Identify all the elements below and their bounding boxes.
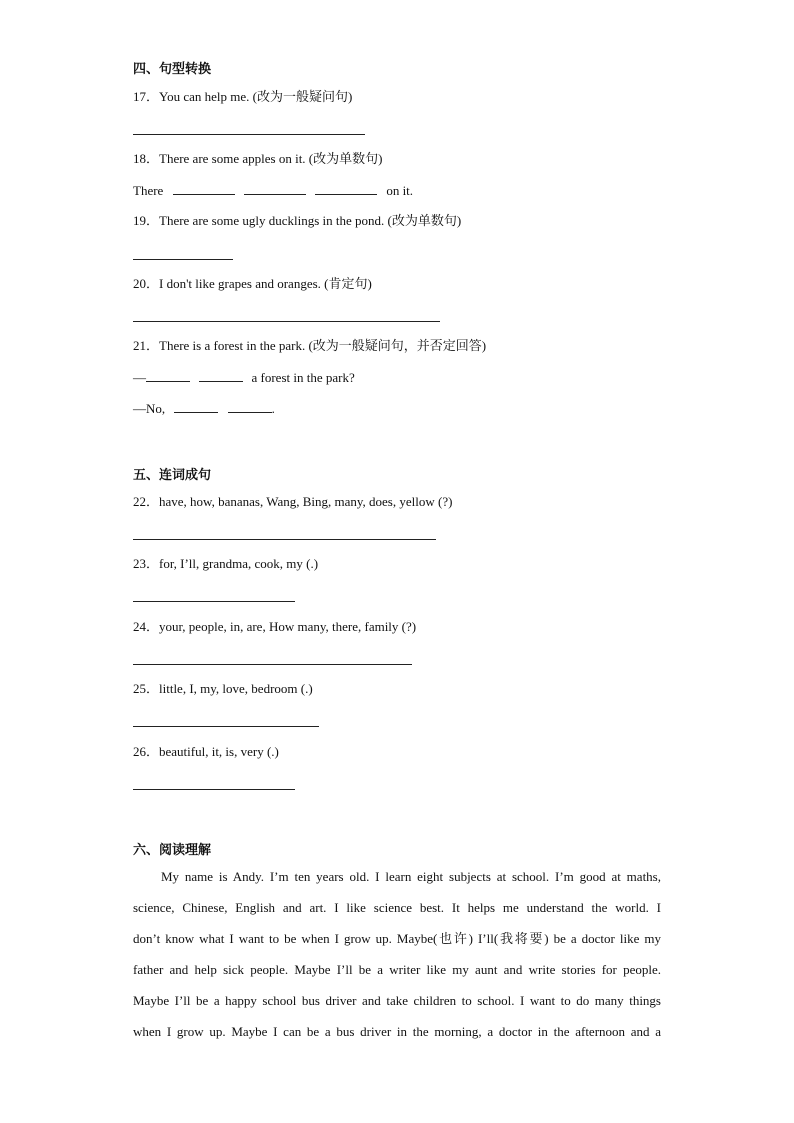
question-19: 19．There are some ugly ducklings in the pond. (改为单数句)	[133, 213, 462, 228]
answer-line-24[interactable]	[133, 664, 412, 665]
answer-21-period: .	[271, 401, 275, 416]
answer-row-21-question	[133, 369, 355, 386]
reading-line-5: Maybe I’ll be a happy school bus driver and take children to school. I want to do many things	[133, 993, 661, 1008]
answer-row-21-reply	[133, 400, 275, 417]
answer-line-23[interactable]	[133, 601, 295, 602]
reading-line-6: when I grow up. Maybe I can be a bus driver in the morning, a doctor in the afternoon and a	[133, 1024, 661, 1039]
blank-18-3[interactable]	[315, 182, 377, 195]
answer-18-start: There	[133, 183, 164, 198]
answer-18-end: on it.	[386, 183, 414, 198]
blank-18-2[interactable]	[244, 182, 306, 195]
answer-21-no: —No,	[133, 401, 166, 416]
question-26: 26．beautiful, it, is, very (.)	[133, 744, 279, 759]
reading-line-1: My name is Andy. I’m ten years old. I learn eight subjects at school. I’m good at maths,	[161, 869, 661, 884]
answer-row-18	[133, 182, 413, 199]
answer-line-17[interactable]	[133, 134, 365, 135]
blank-21-1[interactable]	[146, 369, 190, 382]
reading-line-4: father and help sick people. Maybe I’ll be a writer like my aunt and write stories for people.	[133, 962, 661, 977]
question-20: 20．I don't like grapes and oranges. (肯定句)	[133, 276, 372, 291]
answer-line-26[interactable]	[133, 789, 295, 790]
answer-21-mid: a forest in the park?	[251, 370, 355, 385]
section-heading-6: 六、阅读理解	[133, 843, 212, 858]
question-17: 17．You can help me. (改为一般疑问句)	[133, 89, 353, 104]
answer-line-25[interactable]	[133, 726, 319, 727]
question-24: 24．your, people, in, are, How many, there, family (?)	[133, 619, 417, 634]
answer-line-20[interactable]	[133, 321, 440, 322]
blank-21-2[interactable]	[199, 369, 243, 382]
section-heading-4: 四、句型转换	[133, 62, 212, 77]
question-23: 23．for, I’ll, grandma, cook, my (.)	[133, 556, 319, 571]
section-heading-5: 五、连词成句	[133, 468, 212, 483]
question-25: 25．little, I, my, love, bedroom (.)	[133, 681, 313, 696]
blank-18-1[interactable]	[173, 182, 235, 195]
answer-line-22[interactable]	[133, 539, 436, 540]
blank-21-3[interactable]	[174, 400, 218, 413]
blank-21-4[interactable]	[228, 400, 272, 413]
dash: —	[133, 370, 146, 385]
question-21: 21．There is a forest in the park. (改为一般疑问句，并否定回答)	[133, 338, 487, 353]
question-18: 18．There are some apples on it. (改为单数句)	[133, 151, 383, 166]
question-22: 22．have, how, bananas, Wang, Bing, many, does, yellow (?)	[133, 494, 453, 509]
reading-line-2: science, Chinese, English and art. I like science best. It helps me understand the world. I	[133, 900, 661, 915]
answer-line-19[interactable]	[133, 259, 233, 260]
reading-line-3: don’t know what I want to be when I grow up. Maybe(也许) I’ll(我将要) be a doctor like my	[133, 931, 661, 946]
